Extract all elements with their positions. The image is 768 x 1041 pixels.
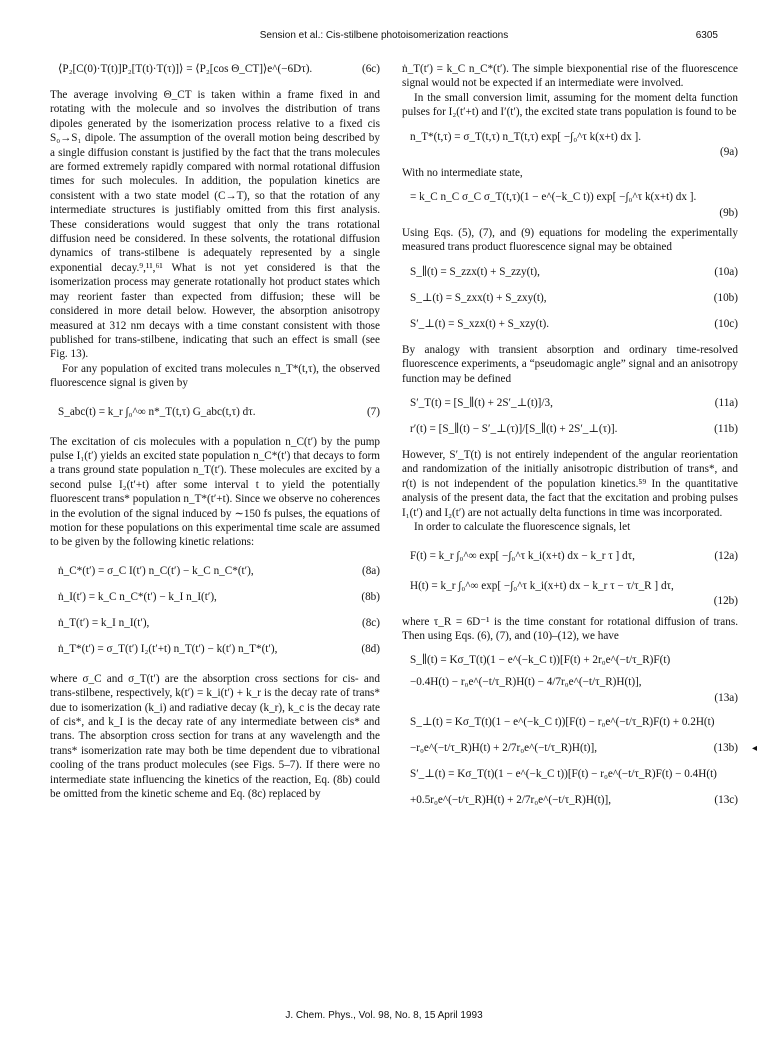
equation-number: (8b) <box>361 590 380 603</box>
equation-number: (7) <box>366 405 380 418</box>
running-header <box>0 30 768 44</box>
paragraph: Using Eqs. (5), (7), and (9) equations for modeling the experimentally measured trans product fluorescence signal may be obtained <box>402 227 738 254</box>
equation-number: (11b) <box>714 423 738 436</box>
equation-8c <box>50 616 380 632</box>
equation-math: n_T*(t,τ) = σ_T(t,τ) n_T(t,τ) exp[ −∫₀^τ k(x+t) dx ]. <box>410 130 641 143</box>
equation-10c <box>402 317 738 333</box>
paragraph: With no intermediate state, <box>402 166 523 179</box>
equation-math: S′_⊥(t) = Kσ_T(t)(1 − e^(−k_C t))[F(t) − r₀e^(−t/τ_R)F(t) − 0.4H(t) <box>410 768 717 781</box>
equation-13b-line1 <box>402 715 738 731</box>
equation-math: S_⊥(t) = Kσ_T(t)(1 − e^(−k_C t))[F(t) − r₀e^(−t/τ_R)F(t) + 0.2H(t) <box>410 716 715 729</box>
equation-math: ṅ_I(t′) = k_C n_C*(t′) − k_I n_I(t′), <box>58 590 217 603</box>
paragraph: where τ_R = 6D⁻¹ is the time constant for rotational diffusion of trans. Then using Eqs. (6), (7), and (10)–(12), we have <box>402 615 738 642</box>
equation-number: (9a) <box>719 146 738 159</box>
equation-math: = k_C n_C σ_C σ_T(t,τ)(1 − e^(−k_C t)) exp[ −∫₀^τ k(x+t) dx ]. <box>410 191 697 204</box>
page-number: 6305 <box>695 30 718 41</box>
equation-8b <box>50 590 380 606</box>
equation-9a <box>402 130 738 160</box>
equation-13a-line1 <box>402 653 738 669</box>
equation-math: ṅ_T*(t′) = σ_T(t′) I₂(t′+t) n_T(t′) − k(t′) n_T*(t′), <box>58 642 278 655</box>
equation-math: S_⊥(t) = S_zxx(t) + S_zxy(t), <box>410 291 547 304</box>
equation-7 <box>50 405 380 421</box>
equation-8a <box>50 564 380 580</box>
equation-math: S′_⊥(t) = S_xzx(t) + S_xzy(t). <box>410 317 550 330</box>
equation-11a <box>402 396 738 412</box>
paragraph: ṅ_T(t′) = k_C n_C*(t′). The simple biexponential rise of the fluorescence signal would not be expected if an intermediate were involved. <box>402 63 738 90</box>
equation-math: ṅ_T(t′) = k_I n_I(t′), <box>58 616 150 629</box>
left-column <box>50 62 380 801</box>
equation-number: (12a) <box>714 549 738 562</box>
equation-13c-line2 <box>402 793 738 809</box>
equation-13c-line1 <box>402 767 738 783</box>
equation-number: (8d) <box>361 642 380 655</box>
paragraph: In order to calculate the fluorescence signals, let <box>414 521 631 534</box>
equation-number: (10b) <box>713 291 738 304</box>
equation-13b-line2 <box>402 741 738 757</box>
equation-math: −r₀e^(−t/τ_R)H(t) + 2/7r₀e^(−t/τ_R)H(t)], <box>410 742 598 755</box>
margin-marker: ◂ <box>752 743 758 754</box>
equation-8d <box>50 642 380 658</box>
equation-math: H(t) = k_r ∫₀^∞ exp[ −∫₀^τ k_i(x+t) dx − k_r τ − τ/τ_R ] dτ, <box>410 579 674 592</box>
equation-12a <box>402 549 738 565</box>
equation-number: (10a) <box>714 265 738 278</box>
equation-math: r′(t) = [S_∥(t) − S′_⊥(τ)]/[S_∥(t) + 2S′_⊥(τ)]. <box>410 423 618 436</box>
paragraph: By analogy with transient absorption and ordinary time-resolved fluorescence experiments, a “pseudomagic angle” signal and an anisotropy function may be defined <box>402 343 738 385</box>
equation-number: (6c) <box>361 63 380 75</box>
journal-footer: J. Chem. Phys., Vol. 98, No. 8, 15 April 1993 <box>285 1010 483 1021</box>
equation-number: (10c) <box>714 317 738 330</box>
equation-number: (11a) <box>714 397 738 410</box>
equation-math: ṅ_C*(t′) = σ_C I(t′) n_C(t′) − k_C n_C*(t′), <box>58 564 254 577</box>
paragraph: For any population of excited trans molecules n_T*(t,τ), the observed fluorescence signal is given by <box>50 362 380 390</box>
equation-math: −0.4H(t) − r₀e^(−t/τ_R)H(t) − 4/7r₀e^(−t/τ_R)H(t)], <box>410 676 642 689</box>
equation-number: (8c) <box>361 616 380 629</box>
equation-number: (12b) <box>713 595 738 608</box>
equation-math: +0.5r₀e^(−t/τ_R)H(t) + 2/7r₀e^(−t/τ_R)H(t)], <box>410 794 612 807</box>
equation-math: S′_T(t) = [S_∥(t) + 2S′_⊥(t)]/3, <box>410 397 553 410</box>
paragraph: where σ_C and σ_T(t′) are the absorption cross sections for cis- and trans-stilbene, respectively, k(t′) = k_i(t′) + k_r is the decay rate of trans* due to isomerization (k_i) and radiative decay (k_r), k_c is the decay rate of cis*, and k_I is the decay rate of any intermediate between cis* and trans. The absorption cross section for trans at any wavelength and the trans* isomerization rate may both be time dependent due to vibrational cooling of the trans product molecules (see Figs. 5–7). If there were no intermediate state influencing the kinetics of the reaction, Eq. (8b) could be omitted from the kinetic scheme and Eq. (8c) replaced by <box>50 672 380 801</box>
equation-math: S_∥(t) = S_zzx(t) + S_zzy(t), <box>410 265 540 278</box>
equation-math: ⟨P₂[C(0)·T(t)]P₂[T(t)·T(τ)]⟩ = ⟨P₂[cos Θ_CT]⟩e^(−6Dτ). <box>58 63 313 75</box>
equation-number: (9b) <box>719 206 738 219</box>
equation-11b <box>402 422 738 438</box>
paragraph: In the small conversion limit, assuming for the moment delta function pulses for I₂(t′+t) and I′(t′), the excited state trans population is found to be <box>402 91 738 119</box>
equation-number: (8a) <box>361 564 380 577</box>
paragraph: The average involving Θ_CT is taken within a frame fixed in and rotating with the molecule and so involves the distribution of trans dipoles generated by the isomerization process relative to a fixed cis S₀→S₁ dipole. The assumption of the overall motion being described by a single diffusion constant is justified by the fact that the trans molecules are formed extremely rapidly compared with normal rotational diffusion times for such molecules. In addition, the population kinetics are consistent with a two state model (C→T), so that the rotation of any intermediate structures is justifiably omitted from this first analysis. These considerations would suggest that only the trans rotational diffusion need be considered. In these solvents, the rotational diffusion dynamics of trans-stilbene is adequately represented by a single exponential decay.⁹,¹¹,⁶¹ What is not yet considered is that the isomerization process may generate rotationally hot product states which may reorient faster than expected from diffusion; these will be considered in more detail below. However, the absorption anisotropy measured at 312 nm decays with a time constant consistent with those published for trans-stilbene, indicating that such an effect is small (see Fig. 13). <box>50 89 380 361</box>
equation-number: (13c) <box>714 794 738 807</box>
equation-math: S_∥(t) = Kσ_T(t)(1 − e^(−k_C t))[F(t) + 2r₀e^(−t/τ_R)F(t) <box>410 654 671 667</box>
equation-10a <box>402 265 738 281</box>
equation-number: (13b) <box>713 742 738 755</box>
equation-math: S_abc(t) = k_r ∫₀^∞ n*_T(t,τ) G_abc(t,τ) dτ. <box>58 405 256 418</box>
equation-6c <box>50 62 380 78</box>
equation-13a-line2 <box>402 675 738 705</box>
paragraph: The excitation of cis molecules with a population n_C(t′) by the pump pulse I₁(t′) yields an excited state population n_C*(t′) that decays to form a trans ground state population n_T(t′). These molecules are excited by a second pulse I₂(t′+t) after some interval t to yield the potentially fluorescent trans* population n_T*(t′+t). Since we observe no coherences in the evolution of the signal induced by ∼150 fs pulses, the equations of motion for these populations on this experimental time scale are assumed to be given by the following kinetic relations: <box>50 435 380 549</box>
equation-math: F(t) = k_r ∫₀^∞ exp[ −∫₀^τ k_i(x+t) dx − k_r τ ] dτ, <box>410 549 635 562</box>
equation-9b <box>402 190 738 220</box>
paragraph: However, S′_T(t) is not entirely independent of the angular reorientation and randomization of the initially anisotropic distribution of trans*, and r(t) is not independent of the population kinetics.⁵⁹ In the quantitative analysis of the present data, the fact that the excitation and probing pulses I₁(t′) and I₂(t′) are not actually delta functions in time was incorporated. <box>402 449 738 519</box>
equation-12b <box>402 579 738 609</box>
equation-10b <box>402 291 738 307</box>
running-title: Sension et al.: Cis-stilbene photoisomerization reactions <box>259 30 509 41</box>
right-column <box>402 62 738 809</box>
equation-number: (13a) <box>714 691 738 704</box>
